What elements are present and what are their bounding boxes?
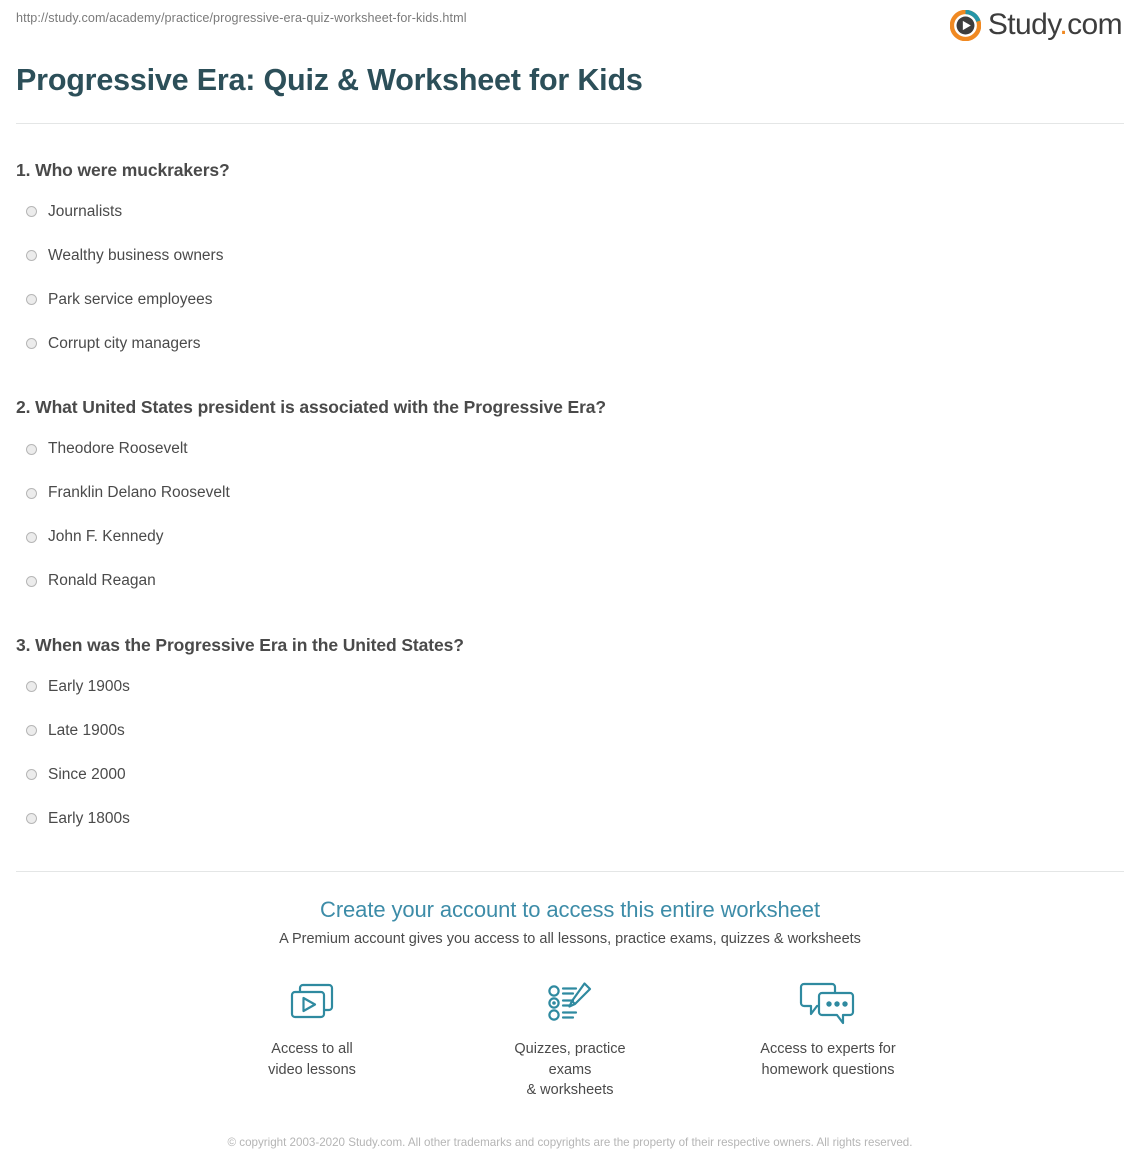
logo-name: Study: [987, 8, 1060, 41]
cta-subheading: A Premium account gives you access to all lessons, practice exams, quizzes & worksheets: [279, 931, 861, 948]
cta-section: [0, 872, 1140, 1101]
option-row[interactable]: [16, 797, 1124, 841]
create-account-link[interactable]: Create your account to access this entire worksheet: [320, 896, 820, 922]
radio-button-icon[interactable]: [26, 532, 37, 543]
question-text: 1. Who were muckrakers?: [16, 159, 230, 180]
option-label: Journalists: [48, 202, 123, 220]
question-text: 2. What United States president is associated with the Progressive Era?: [16, 397, 607, 418]
option-row[interactable]: [16, 471, 1124, 515]
options-list: [16, 427, 1124, 603]
option-row[interactable]: [16, 277, 1124, 321]
chat-bubbles-icon: [753, 977, 903, 1029]
option-row[interactable]: [16, 665, 1124, 709]
option-row[interactable]: [16, 427, 1124, 471]
features-row: [0, 977, 1140, 1101]
feature-caption-line2: & worksheets: [526, 1082, 614, 1099]
questions-list: [0, 124, 1140, 841]
question-text: 3. When was the Progressive Era in the United States?: [16, 635, 464, 656]
option-row[interactable]: [16, 753, 1124, 797]
video-lessons-icon: [237, 977, 387, 1029]
radio-button-icon[interactable]: [26, 488, 37, 499]
logo-tld: com: [1067, 8, 1122, 41]
option-row[interactable]: [16, 515, 1124, 559]
feature-caption-line1: Access to all: [271, 1041, 353, 1058]
option-label: John F. Kennedy: [48, 528, 164, 546]
feature-caption: [495, 1039, 645, 1101]
option-label: Early 1800s: [48, 810, 130, 828]
page-url: http://study.com/academy/practice/progressive-era-quiz-worksheet-for-kids.html: [16, 11, 467, 25]
radio-button-icon[interactable]: [26, 206, 37, 217]
play-circle-icon: [950, 10, 981, 41]
option-label: Franklin Delano Roosevelt: [48, 484, 230, 502]
feature-quizzes: [495, 977, 645, 1101]
question-block: [16, 365, 1124, 603]
logo-dot: .: [1059, 8, 1068, 41]
option-label: Ronald Reagan: [48, 572, 156, 590]
quiz-checklist-pencil-icon: [495, 977, 645, 1029]
option-label: Park service employees: [48, 290, 213, 308]
options-list: [16, 665, 1124, 841]
option-label: Late 1900s: [48, 722, 125, 740]
copyright-text: © copyright 2003-2020 Study.com. All other trademarks and copyrights are the property of their respective owners. All rights reserved.: [227, 1135, 913, 1149]
feature-caption-line1: Access to experts for: [760, 1041, 896, 1058]
feature-experts: [753, 977, 903, 1080]
question-block: [16, 124, 1124, 366]
option-row[interactable]: [16, 189, 1124, 233]
options-list: [16, 189, 1124, 365]
page-header: [0, 0, 1140, 52]
radio-button-icon[interactable]: [26, 338, 37, 349]
radio-button-icon[interactable]: [26, 250, 37, 261]
option-row[interactable]: [16, 233, 1124, 277]
feature-caption-line2: video lessons: [268, 1061, 356, 1078]
option-row[interactable]: [16, 321, 1124, 365]
radio-button-icon[interactable]: [26, 576, 37, 587]
radio-button-icon[interactable]: [26, 444, 37, 455]
option-label: Theodore Roosevelt: [48, 440, 188, 458]
feature-video-lessons: [237, 977, 387, 1080]
radio-button-icon[interactable]: [26, 294, 37, 305]
option-label: Since 2000: [48, 766, 126, 784]
radio-button-icon[interactable]: [26, 769, 37, 780]
option-row[interactable]: [16, 559, 1124, 603]
title-section: [0, 52, 1140, 124]
feature-caption: [753, 1039, 903, 1080]
option-row[interactable]: [16, 709, 1124, 753]
page-title: Progressive Era: Quiz & Worksheet for Kids: [16, 63, 643, 97]
question-block: [16, 603, 1124, 841]
feature-caption: [237, 1039, 387, 1080]
option-label: Corrupt city managers: [48, 334, 201, 352]
radio-button-icon[interactable]: [26, 813, 37, 824]
feature-caption-line2: homework questions: [761, 1061, 895, 1078]
option-label: Wealthy business owners: [48, 246, 224, 264]
logo-wordmark: [988, 10, 1122, 40]
radio-button-icon[interactable]: [26, 681, 37, 692]
option-label: Early 1900s: [48, 678, 130, 696]
feature-caption-line1: Quizzes, practice exams: [514, 1041, 626, 1078]
radio-button-icon[interactable]: [26, 725, 37, 736]
study-com-logo[interactable]: [950, 8, 1122, 42]
